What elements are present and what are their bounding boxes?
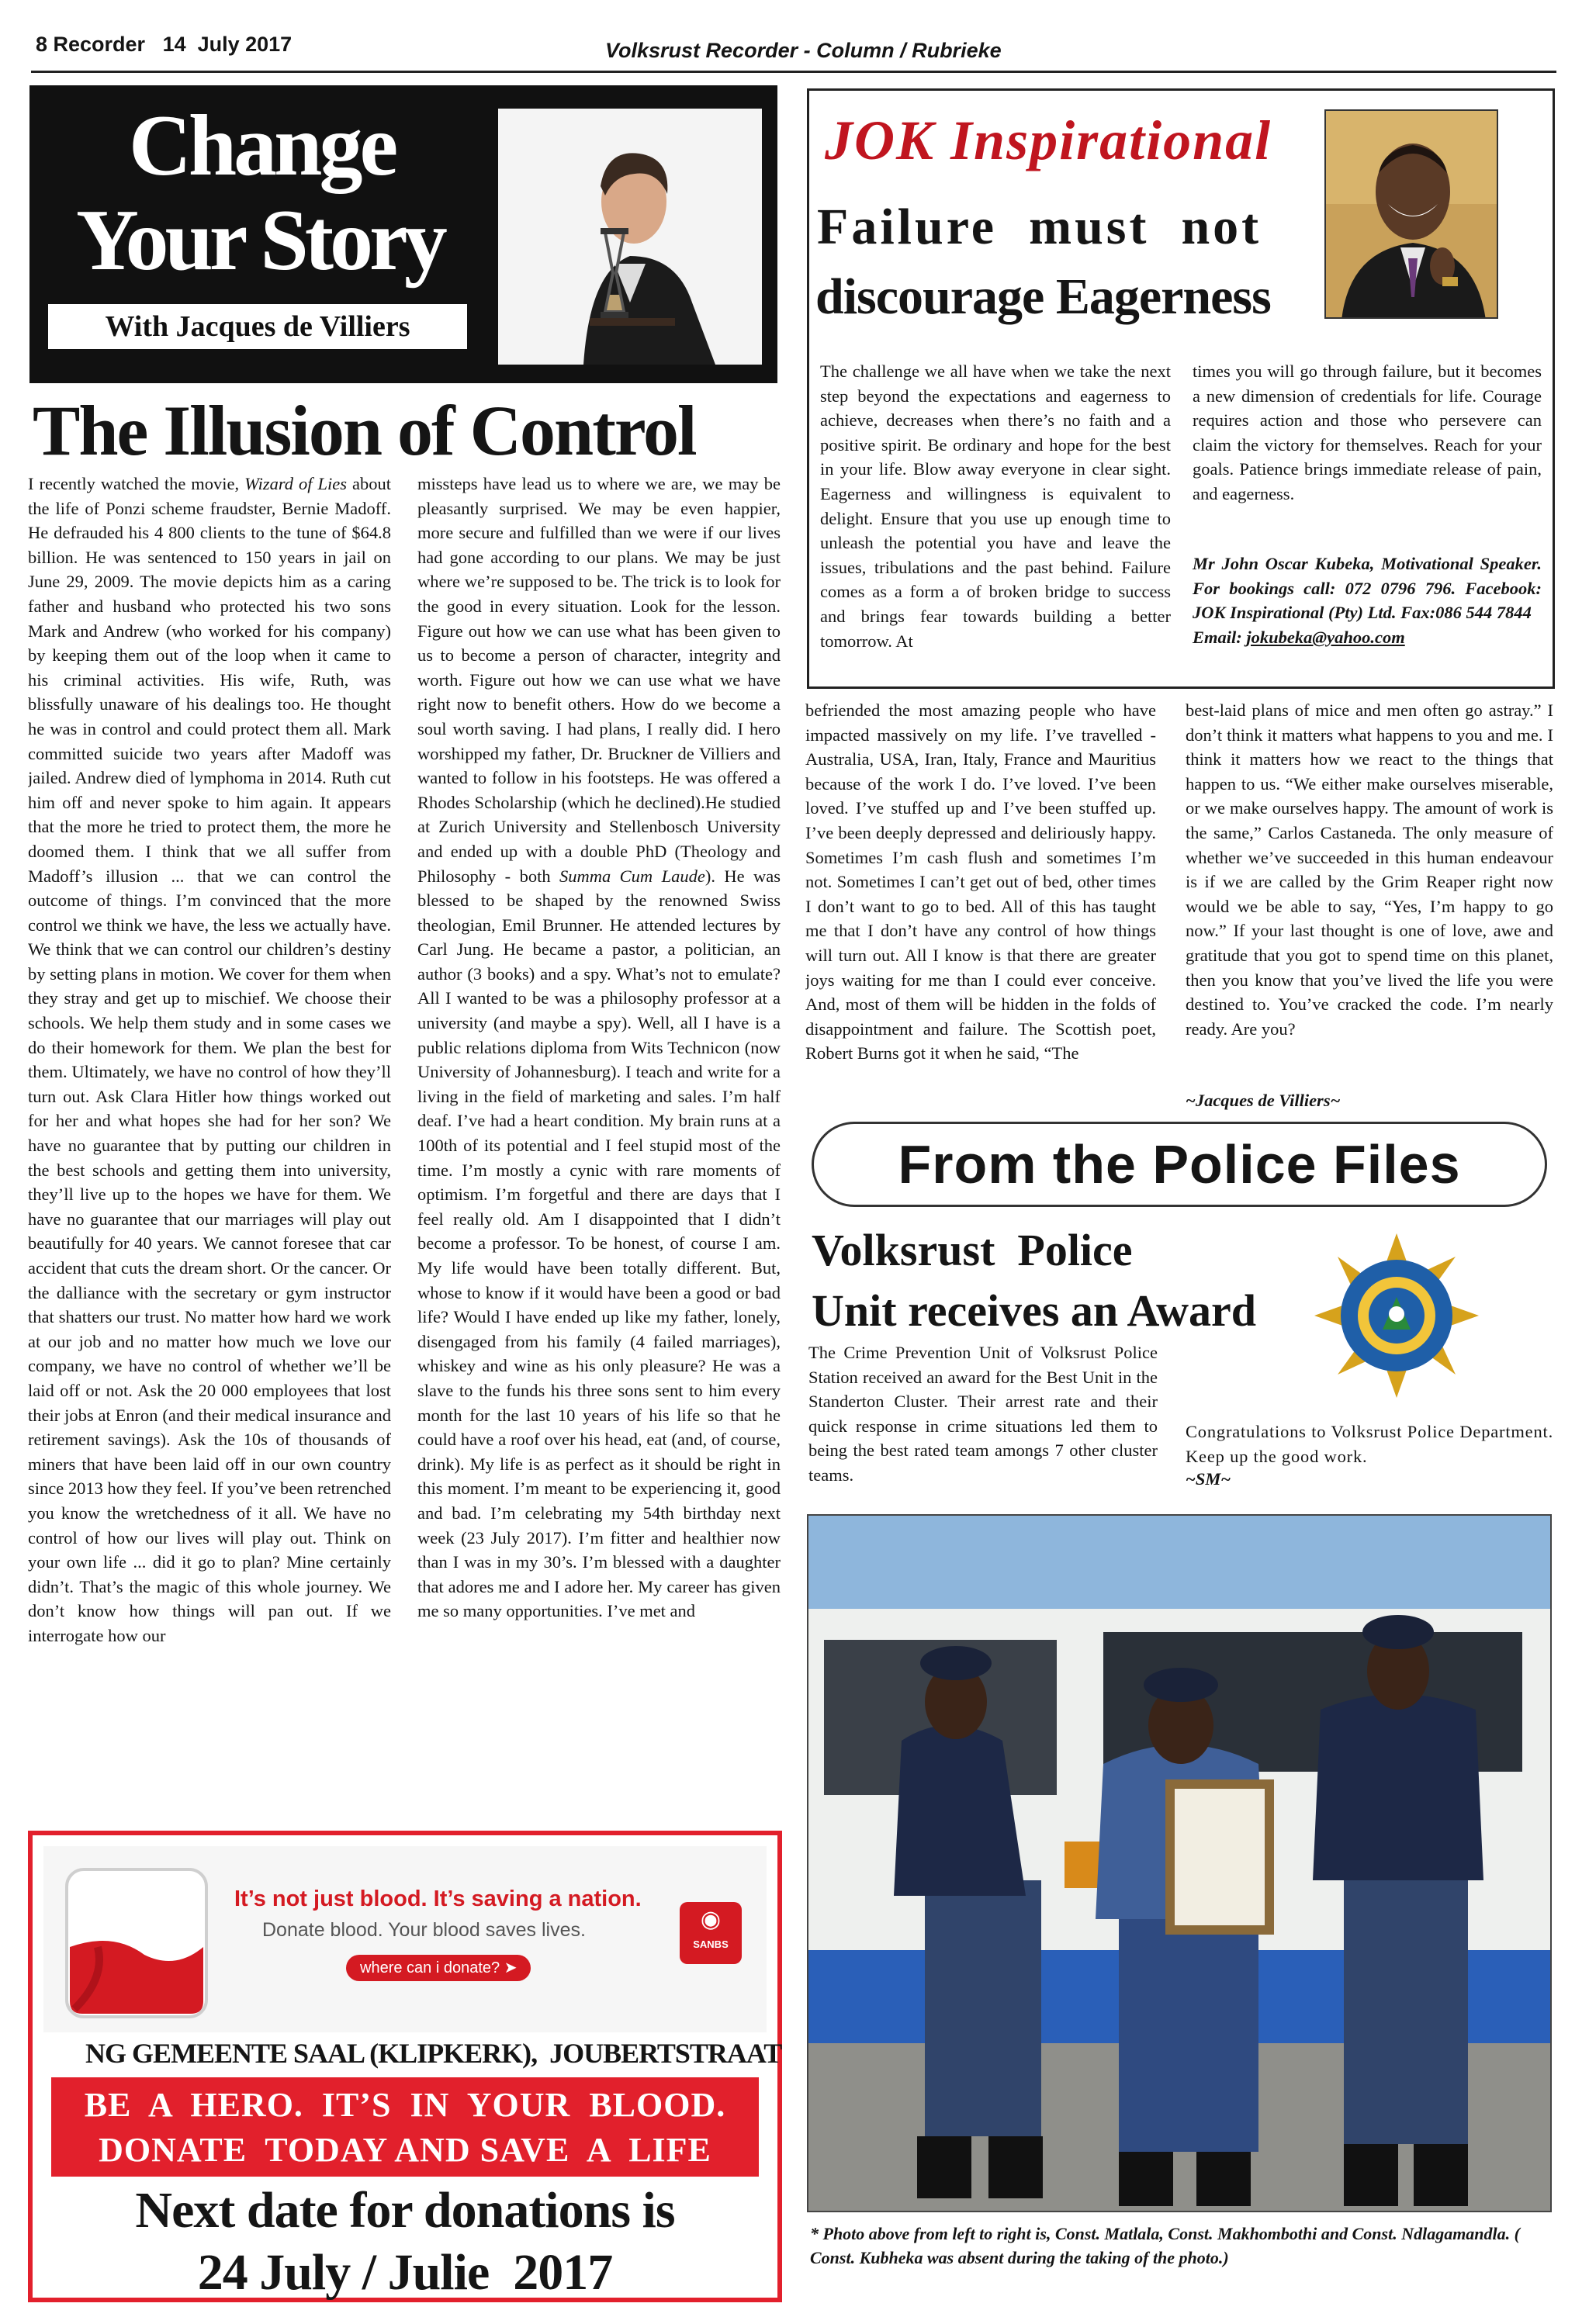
page-header-left: 8 Recorder 14 July 2017 (36, 33, 293, 56)
column-title-line1: Change (129, 98, 396, 194)
byline-box (48, 304, 467, 349)
honours-text: Summa Cum Laude (559, 866, 705, 886)
column-title-line2: Your Story (76, 192, 444, 289)
police-banner-text: From the Police Files (898, 1134, 1461, 1195)
jok-headline-line1: Failure must not (817, 199, 1262, 255)
sanbs-logo (680, 1902, 742, 1964)
where-can-i-donate-button[interactable] (346, 1955, 531, 1981)
article-signature: ~Jacques de Villiers~ (1186, 1091, 1341, 1110)
police-headline-line2: Unit receives an Award (812, 1285, 1256, 1336)
police-congrats: Congratulations to Volksrust Police Department. Keep up the good work. (1186, 1422, 1553, 1466)
article-text: ). He was blessed to be shaped by the renowned Swiss theologian, Emil Brunner. He attended lectures by Carl Jung. He became a pastor, a politician, an author (3 books) and a spy. What’s not to emulate? All I wanted to be was a philosophy professor at a university (and maybe a spy). Well, all I have is a public relations diploma from Wits Technicon (now University of Johannesburg). I teach and write for a living in the field of marketing and sales. I’m half deaf. I’ve had a heart condition. My brain runs at a 100th of its potential and I feel stupid most of the time. I’m mostly a cynic with rare moments of optimism. I’m forgetful and there are days that I feel really old. Am I disappointed that I didn’t become a professor. To be honest, of course I am. My life would have been totally different. But, whose to know if it would have been a good or bad life? Would I have ended up like my father, lonely, disengaged from his family (4 failed marriages), whiskey and wine as his only pleasure? He was a slave to the funds his three sons sent to him every month for the last 10 years of his life so that he could have a roof over his head, eat (and, of course, drink). My life is as perfect as it should be right in this moment. I’m meant to be experiencing it, good and bad. I’m celebrating my 54th birthday next week (23 July 2017). I’m fitter and healthier now than I was in my 30’s. I’m blessed with a daughter that adores me and I adore her. My career has given me so many opportunities. I’ve met and (417, 866, 781, 1621)
article-column-4 (1186, 698, 1553, 1094)
movie-title: Wizard of Lies (244, 474, 348, 493)
author-photo (498, 109, 762, 365)
jok-inspirational-box (807, 88, 1555, 689)
byline: With Jacques de Villiers (105, 310, 410, 343)
jok-column-2: times you will go through failure, but it becomes a new dimension of credentials for life. Courage requires action and those who persevere can claim the victory for themselves. Reach for your goals. Patience brings immediate release of pain, and eagerness. (1193, 361, 1542, 503)
ad-next-date-line2: 24 July / Julie 2017 (197, 2244, 613, 2301)
header-rule (31, 71, 1556, 73)
sanbs-logo-text: SANBS (693, 1938, 729, 1950)
article-text: about the life of Ponzi scheme fraudster, Bernie Madoff. He defrauded his 4 800 clients to the tune of $64.8 billion. He was sentenced to 150 years in jail on June 29, 2009. The movie depicts him as a caring father and husband who protected his two sons Mark and Andrew (who worked for his company) by keeping them out of the loop when it came to his criminal activities. His wife, Ruth, was blissfully unaware of his dealings too. He thought he was in control and could protect them all. Mark committed suicide two years after Madoff was jailed. Andrew died of lymphoma in 2014. Ruth cut him off and never spoke to him again. It appears that the more he tried to protect them, the more he doomed them. I think that we all suffer from Madoff’s illusion ... that we can control the outcome of things. I’m convinced that the more control we think we have, the less we actually have. We think that we can control our children’s destiny by setting plans in motion. We cover for them when they stray and get up to mischief. We choose their schools. We help them study and in some cases we do their homework for them. We plan the best for them. Ultimately, we have no control of how they’ll turn out. Ask Clara Hitler how things worked out for her and what hopes she had for her son? We have no guarantee that by putting our children in the best schools and getting them into university, they’ll live up to the hopes we have for them. We have no guarantee that our marriages will play out beautifully for 40 years. We cannot foresee that car accident that cuts the dream short. Or the cancer. Or the dalliance with the secretary or gym instructor that shatters our trust. No matter how hard we work at our job and no matter how much we love our company, we have no control of whether we’ll be laid off or not. Ask the 20 000 employees that lost their jobs at Enron (and their medical insurance and retirement savings). Ask the 10s of thousands of miners that have been laid off in our own country since 2013 how they feel. If you’ve been retrenched you know the wretchedness of it all. We have no control of how our lives will play out. Think on your own life ... did it go to plan? Mine certainly didn’t. That’s the magic of this whole journey. We don’t know how things will pan out. If we interrogate how our (28, 474, 391, 1645)
article-text: befriended the most amazing people who have impacted massively on my life. I’ve travelled - Australia, USA, Iran, Italy, France and Mauritius because of the work I do. I’ve loved. I’ve been loved. I’ve stuffed up and I’ve been stuffed up. I’ve been deeply depressed and deliriously happy. Sometimes I’m cash flush and sometimes I’m not. Sometimes I can’t get out of bed, other times I don’t want to go to bed. All of this has taught me that I don’t have any control of how things will turn out. All I know is that there are greater joys waiting for me than I could ever conceive. And, most of them will be hidden in the folds of disappointment and failure. The Scottish poet, Robert Burns got it when he said, “The (805, 700, 1156, 1063)
police-files-banner (812, 1122, 1547, 1207)
article-column-2 (417, 472, 781, 1803)
jok-contact (1193, 552, 1542, 649)
article-text: I recently watched the movie, (28, 474, 245, 493)
police-unit-photo (807, 1514, 1552, 2212)
jok-column-1: The challenge we all have when we take the next step beyond the expectations and eagerness to achieve, decreases when there’s no faith and a positive spirit. Be ordinary and hope for the best in your life. Blow away everyone in clear sight. Eagerness and willingness is equivalent to delight. Ensure that you use up enough time to unleash the potential you have and leave the issues, tribulations and the past behind. Failure comes as a form a of broken bridge to success and brings fear towards building a better tomorrow. At (820, 361, 1171, 651)
jok-contact-text: Mr John Oscar Kubeka, Motivational Speaker. For bookings call: 072 0796 796. Facebook: JOK Inspirational (Pty) Ltd. Fax:086 544 7844 (1193, 554, 1542, 623)
blood-bag-icon (51, 1854, 222, 2025)
ad-banner (43, 1846, 767, 2032)
article-text: best-laid plans of mice and men often go astray.” I don’t think it matters what happens to you and me. I think it matters how we react to the things that happen to us. “We either make ourselves miserable, or we make ourselves happy. The amount of work is the same,” Carlos Castaneda. The only measure of whether we’ve succeeded in this human endeavour is if we are called by the Grim Reaper right now would we be able to say, “Yes, I’m happy to go now.” If your last thought is one of love, awe and gratitude that you got to spend time on this planet, then you know that you’ve lived the life you were destined to. You’ve cracked the code. I’m nearly ready. Are you? (1186, 700, 1553, 1039)
jok-email-label: Email: (1193, 627, 1247, 647)
police-signoff: ~SM~ (1186, 1469, 1231, 1489)
article-headline: The Illusion of Control (33, 391, 696, 470)
donate-button-label: where can i donate? (360, 1959, 500, 1976)
ad-hero-line2: DONATE TODAY AND SAVE A LIFE (99, 2131, 711, 2169)
saps-badge (1311, 1230, 1482, 1401)
speaker-photo (1324, 109, 1498, 319)
ad-hero-line1: BE A HERO. IT’S IN YOUR BLOOD. (84, 2086, 726, 2124)
jok-headline-line2: discourage Eagerness (815, 268, 1271, 325)
change-your-story-panel (29, 85, 777, 383)
police-article-body: The Crime Prevention Unit of Volksrust Police Station received an award for the Best Unit in the Standerton Cluster. Their arrest rate and their quick response in crime situations led them to being the best rated team amongs 7 other cluster teams. (808, 1343, 1158, 1485)
article-text: missteps have lead us to where we are, we may be pleasantly surprised. We may be even happier, more secure and fulfilled than we were if our lives had gone according to our plans. We may be just where we’re supposed to be. The trick is to look for the good in every situation. Look for the lesson. Figure out how we can use what has been given to us to become a person of character, integrity and worth. Figure out how we can use what we have right now to benefit others. How do we become a soul worth saving. I had plans, I really did. I hero worshipped my father, Dr. Bruckner de Villiers and wanted to follow in his footsteps. He was offered a Rhodes Scholarship (which he declined).He studied at Zurich University and Stellenbosch University and ended up with a double PhD (Theology and Philosophy - both (417, 474, 781, 886)
blood-donation-ad (28, 1831, 782, 2302)
police-photo-caption: * Photo above from left to right is, Const. Matlala, Const. Makhombothi and Const. Ndlagamandla. ( Const. Kubheka was absent during the taking of the photo.) (810, 2224, 1520, 2267)
jok-brand: JOK Inspirational (825, 109, 1272, 171)
ad-hero-block (51, 2077, 759, 2177)
ad-tagline: It’s not just blood. It’s saving a nation. (234, 1887, 642, 1911)
page-header-center: Volksrust Recorder - Column / Rubrieke (605, 39, 1002, 62)
ad-subline: Donate blood. Your blood saves lives. (262, 1919, 586, 1941)
arrow-right-icon: ➤ (504, 1959, 518, 1976)
sanbs-drop-icon: ◉ (700, 1907, 722, 1932)
police-headline-line1: Volksrust Police (812, 1225, 1133, 1275)
jok-email-link[interactable]: jokubeka@yahoo.com (1246, 627, 1405, 647)
article-column-1 (28, 472, 391, 1803)
ad-next-date-line1: Next date for donations is (135, 2182, 675, 2239)
ad-venue: NG GEMEENTE SAAL (KLIPKERK), JOUBERTSTRAAT (85, 2038, 782, 2069)
article-column-3 (805, 698, 1156, 1117)
